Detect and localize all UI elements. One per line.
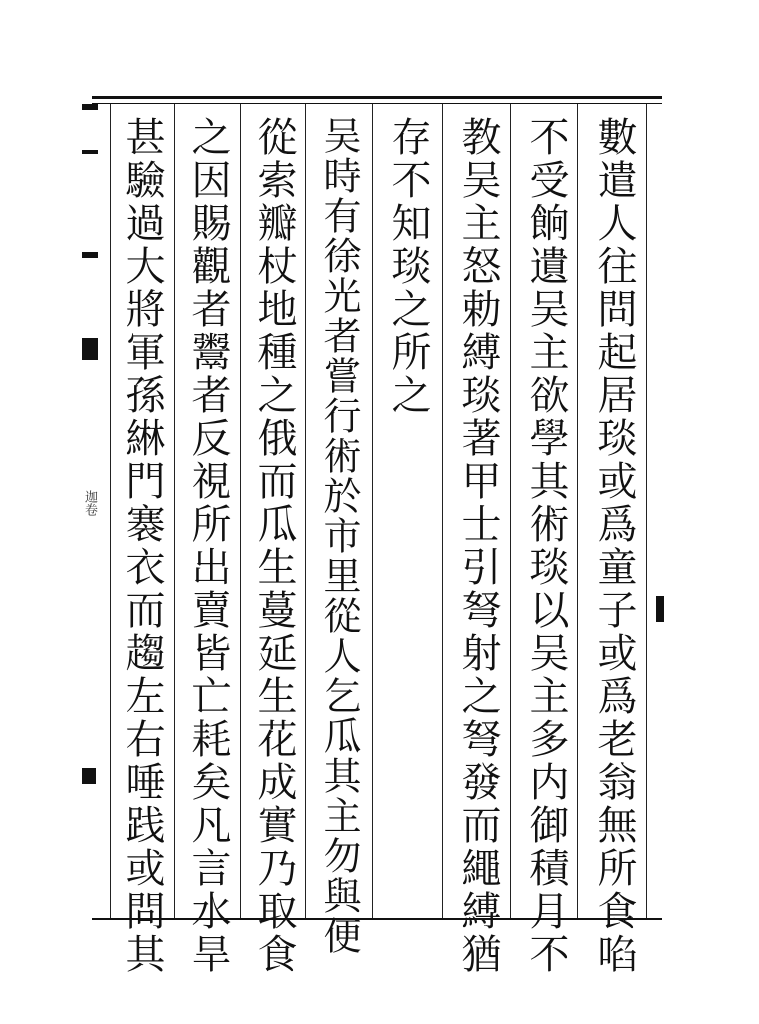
frame-top-border [92,96,662,99]
text-column-8: 甚驗過大將軍孫綝門褰衣而趨左右唾践或問其 [119,116,165,976]
column-rule [646,104,647,918]
text-column-7: 之因賜觀者鬻者反視所出賣皆亡耗矣凡言水旱 [185,116,231,976]
column-rule [442,104,443,918]
column-rule [510,104,511,918]
margin-tick [82,104,98,110]
text-column-1: 數遣人往問起居琰或爲童子或爲老翁無所食啗 [591,116,637,976]
text-column-5: 吴時有徐光者嘗行術於市里從人乞瓜其主勿與便 [317,116,361,956]
margin-note: 迦卷 [82,490,97,516]
text-column-4: 存不知琰之所之 [385,116,431,417]
column-rule [577,104,578,918]
column-rule [110,104,111,918]
text-column-2: 不受餉遺吴主欲學其術琰以吴主多内御積月不 [523,116,569,976]
column-rule [305,104,306,918]
column-rule [372,104,373,918]
column-rule [174,104,175,918]
margin-tick [82,252,98,258]
margin-tick [82,768,96,784]
margin-tick [82,150,98,154]
column-rule [240,104,241,918]
text-column-3: 教吴主怒勅縛琰著甲士引弩射之弩發而繩縛猶 [455,116,501,976]
edge-ink-mark [656,596,664,622]
margin-block-mark [82,338,98,360]
text-column-6: 從索瓣杖地種之俄而瓜生蔓延生花成實乃取食 [251,116,297,976]
